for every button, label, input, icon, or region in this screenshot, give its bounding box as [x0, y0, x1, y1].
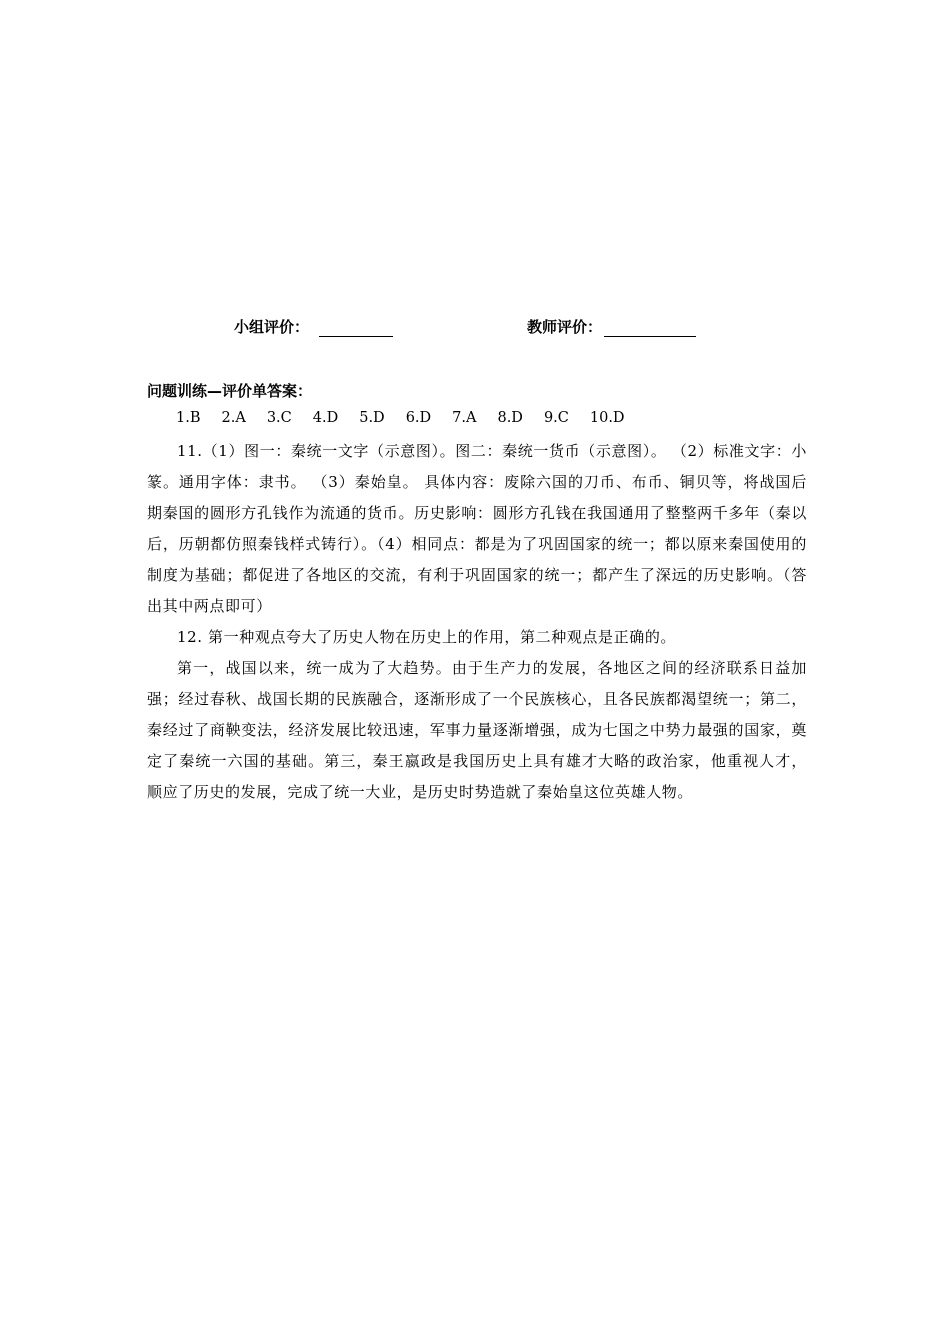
- answers-title: 问题训练—评价单答案：: [147, 382, 313, 400]
- mc-answer: 4.D: [312, 410, 339, 426]
- group-evaluation-blank: [319, 318, 393, 337]
- mc-answer: 10.D: [589, 410, 625, 426]
- teacher-evaluation: [527, 316, 696, 337]
- mc-answer: 6.D: [405, 410, 432, 426]
- mc-answer: 9.C: [543, 410, 569, 426]
- multiple-choice-answers: [176, 410, 646, 426]
- mc-answer: 5.D: [359, 410, 385, 426]
- answer-question-12: 12. 第一种观点夸大了历史人物在历史上的作用，第二种观点是正确的。: [177, 628, 677, 646]
- answer-question-11: 11.（1）图一：秦统一文字（示意图）。图二：秦统一货币（示意图）。 （2）标准文字：小篆。通用字体：隶书。 （3）秦始皇。 具体内容：废除六国的刀币、布币、铜贝等，将战国后期秦国的圆形方孔钱作为流通的货币。历史影响：圆形方孔钱在我国通用了整整两千多年（秦以后，历朝都仿照秦钱样式铸行）。（4）相同点：都是为了巩固国家的统一；都以原来秦国使用的制度为基础；都促进了各地区的交流，有利于巩固国家的统一；都产生了深远的历史影响。（答出其中两点即可）: [147, 442, 807, 615]
- answer-question-12-body: 第一，战国以来，统一成为了大趋势。由于生产力的发展，各地区之间的经济联系日益加强；经过春秋、战国长期的民族融合，逐渐形成了一个民族核心，且各民族都渴望统一；第二，秦经过了商鞅变法，经济发展比较迅速，军事力量逐渐增强，成为七国之中势力最强的国家，奠定了秦统一六国的基础。第三，秦王嬴政是我国历史上具有雄才大略的政治家，他重视人才， 顺应了历史的发展，完成了统一大业，是历史时势造就了秦始皇这位英雄人物。: [147, 659, 807, 801]
- group-evaluation: [234, 316, 393, 337]
- teacher-evaluation-label: 教师评价：: [527, 318, 603, 336]
- mc-answer: 2.A: [221, 410, 246, 426]
- teacher-evaluation-blank: [604, 318, 696, 337]
- evaluation-row: [0, 316, 950, 340]
- mc-answer: 1.B: [176, 410, 201, 426]
- mc-answer: 8.D: [497, 410, 523, 426]
- mc-answer: 3.C: [266, 410, 292, 426]
- group-evaluation-label: 小组评价：: [234, 318, 310, 336]
- mc-answer: 7.A: [452, 410, 477, 426]
